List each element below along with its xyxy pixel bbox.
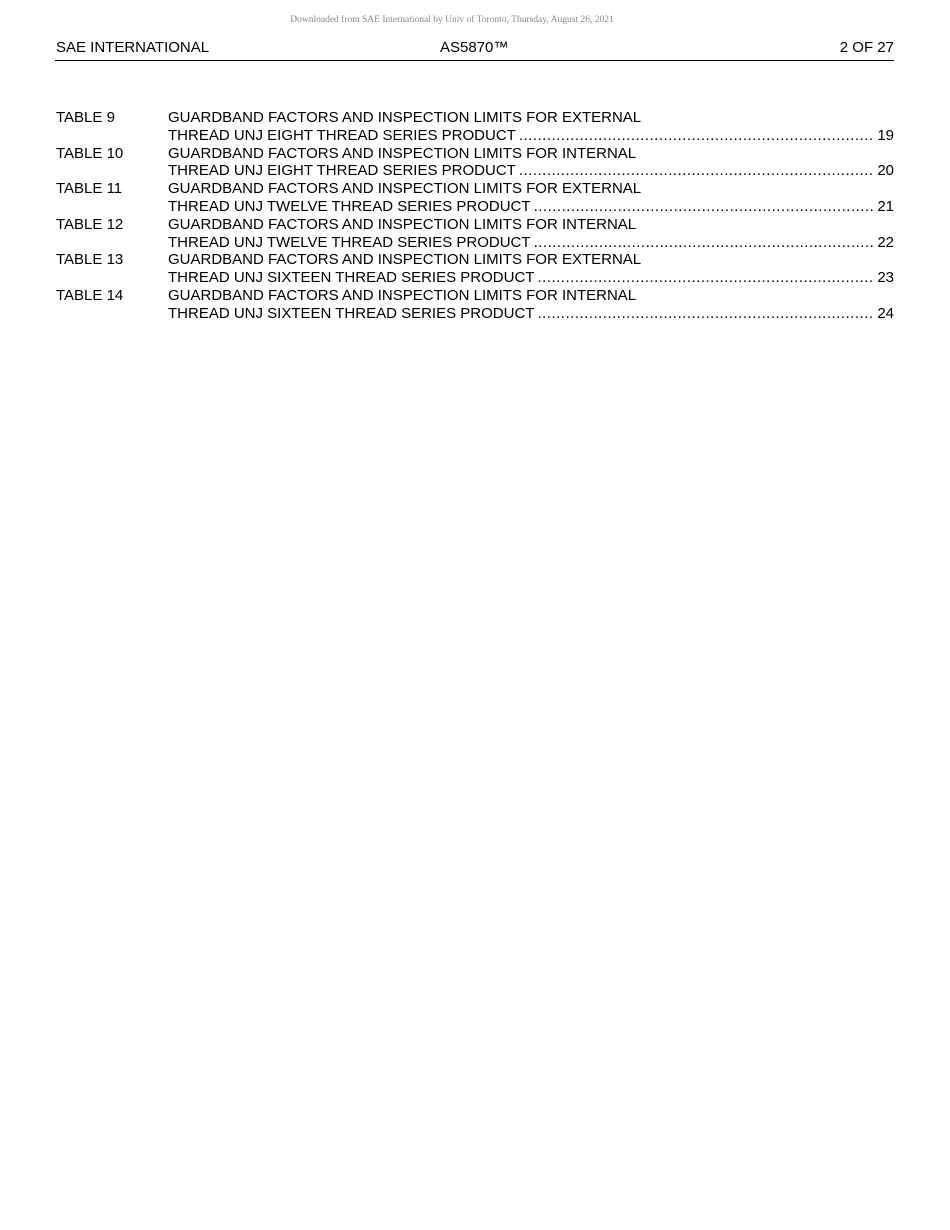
toc-entry-table-12[interactable] xyxy=(56,216,894,252)
toc-entry-page-number: 19 xyxy=(877,126,894,144)
toc-entry-title-line2: THREAD UNJ TWELVE THREAD SERIES PRODUCT xyxy=(168,233,531,251)
toc-entry-table-11[interactable] xyxy=(56,180,894,216)
toc-entry-table-13[interactable] xyxy=(56,251,894,287)
toc-entry-title-line1: GUARDBAND FACTORS AND INSPECTION LIMITS FOR INTERNAL xyxy=(168,144,637,162)
download-watermark: Downloaded from SAE International by Univ of Toronto, Thursday, August 26, 2021 xyxy=(290,15,614,25)
toc-entry-page-number: 22 xyxy=(877,233,894,251)
toc-entry-label: TABLE 14 xyxy=(56,286,124,304)
toc-entry-title-line1: GUARDBAND FACTORS AND INSPECTION LIMITS FOR INTERNAL xyxy=(168,215,637,233)
toc-entry-page-number: 20 xyxy=(877,162,894,180)
header-organization: SAE INTERNATIONAL xyxy=(56,39,210,56)
toc-entry-page-number: 21 xyxy=(877,197,894,215)
toc-entry-title-line1: GUARDBAND FACTORS AND INSPECTION LIMITS FOR EXTERNAL xyxy=(168,180,642,198)
toc-entry-table-14[interactable] xyxy=(56,287,894,323)
header-document-number: AS5870™ xyxy=(440,39,509,56)
dot-leader xyxy=(519,127,874,145)
toc-entry-page-number: 24 xyxy=(877,304,894,322)
toc-entry-label: TABLE 9 xyxy=(56,109,115,126)
toc-entry-title-line2: THREAD UNJ SIXTEEN THREAD SERIES PRODUCT xyxy=(168,269,535,287)
toc-entry-title-line2: THREAD UNJ EIGHT THREAD SERIES PRODUCT xyxy=(168,126,516,144)
table-of-contents xyxy=(56,109,894,323)
dot-leader xyxy=(534,198,875,216)
toc-entry-title-line1: GUARDBAND FACTORS AND INSPECTION LIMITS FOR INTERNAL xyxy=(168,286,637,304)
toc-entry-page-number: 23 xyxy=(877,269,894,287)
toc-entry-title-line2: THREAD UNJ SIXTEEN THREAD SERIES PRODUCT xyxy=(168,304,535,322)
toc-entry-label: TABLE 12 xyxy=(56,215,124,233)
toc-entry-table-9[interactable] xyxy=(56,109,894,145)
dot-leader xyxy=(537,269,874,287)
toc-entry-label: TABLE 10 xyxy=(56,144,124,162)
toc-entry-title-line1: GUARDBAND FACTORS AND INSPECTION LIMITS FOR EXTERNAL xyxy=(168,109,642,126)
toc-entry-title-line2: THREAD UNJ TWELVE THREAD SERIES PRODUCT xyxy=(168,197,531,215)
page-header xyxy=(55,38,894,61)
toc-entry-title-line1: GUARDBAND FACTORS AND INSPECTION LIMITS FOR EXTERNAL xyxy=(168,251,642,269)
toc-entry-label: TABLE 13 xyxy=(56,251,124,269)
dot-leader xyxy=(537,305,874,323)
header-page-number: 2 OF 27 xyxy=(839,39,894,56)
toc-entry-label: TABLE 11 xyxy=(56,180,123,198)
toc-entry-table-10[interactable] xyxy=(56,145,894,181)
toc-entry-title-line2: THREAD UNJ EIGHT THREAD SERIES PRODUCT xyxy=(168,162,516,180)
dot-leader xyxy=(519,162,874,180)
dot-leader xyxy=(534,234,875,252)
